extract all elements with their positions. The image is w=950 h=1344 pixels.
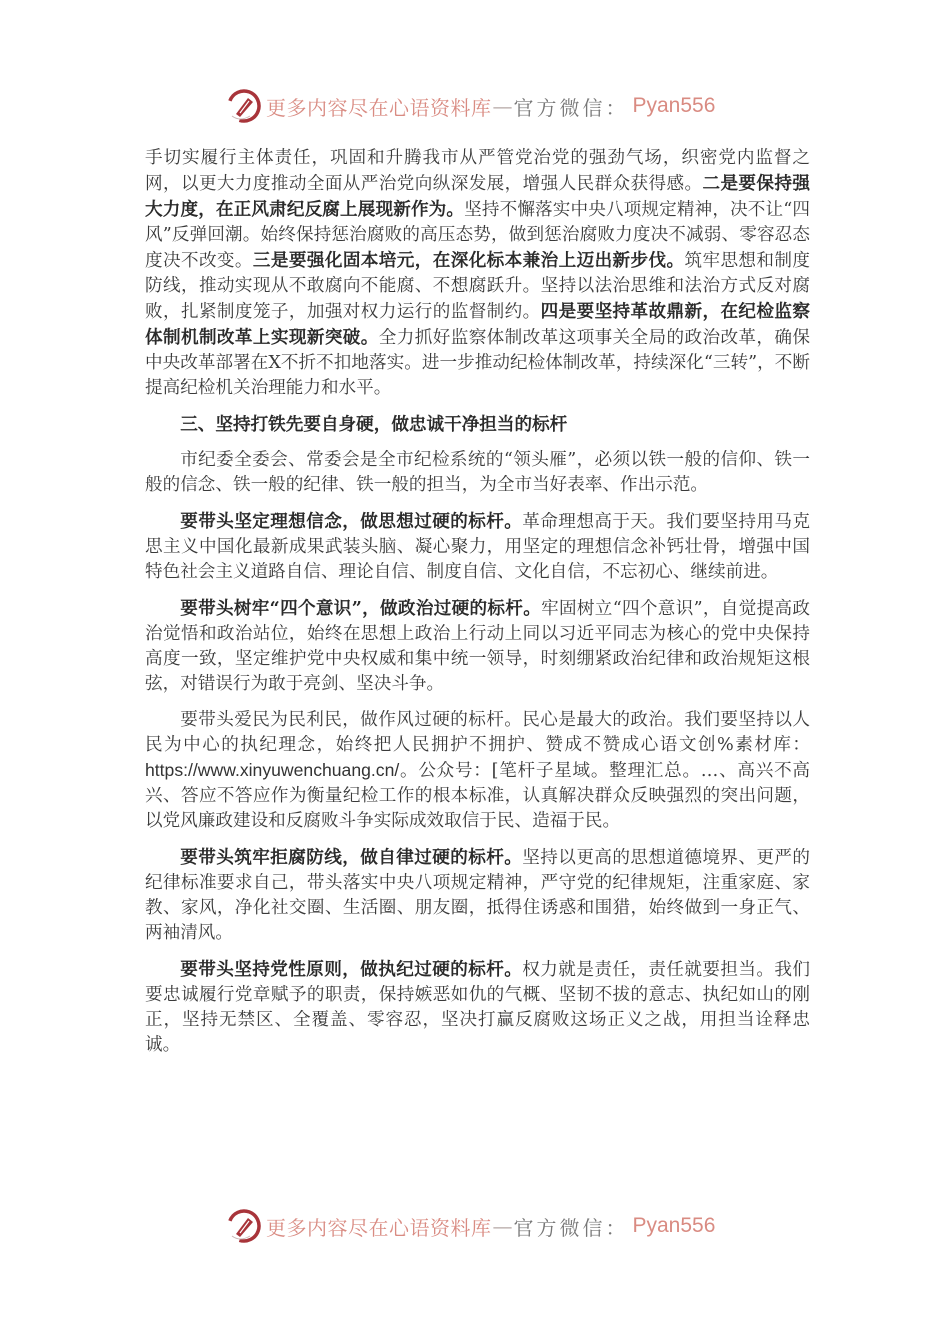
body-text: 筑牢思想和制度防线，推动实现从不敢腐向不能腐、不想腐跃升。坚持以法治思维和法治方式反对腐败，扎紧制度笼子，加强对权力运行的监督制约。 <box>145 251 810 322</box>
header-banner <box>226 86 715 126</box>
paragraph <box>145 845 810 946</box>
body-text: 坚持不懈落实中央八项规定精神，决不让“四风”反弹回潮。始终保持惩治腐败的高压态势，做到惩治腐败力度决不减弱、零容忍态度决不改变。 <box>145 200 810 271</box>
body-text: 全力抓好监察体制改革这项事关全局的政治改革，确保中央改革部署在X不折不扣地落实。进一步推动纪检体制改革，持续深化“三转”，不断提高纪检机关治理能力和水平。 <box>145 328 810 398</box>
bold-lead-text: 三、坚持打铁先要自身硬，做忠诚干净担当的标杆 <box>180 414 568 435</box>
body-text: 牢固树立“四个意识”，自觉提高政治觉悟和政治站位，始终在思想上政治上行动上同以习近平同志为核心的党中央保持高度一致，坚定维护党中央权威和集中统一领导，时刻绷紧政治纪律和政治规矩这根弦，对错误行为敢于亮剑、坚决斗争。 <box>145 599 810 694</box>
paragraph <box>145 509 810 585</box>
bold-lead-text: 四是要坚持革故鼎新，在纪检监察体制机制改革上实现新突破。 <box>145 301 810 348</box>
banner-dash: — <box>492 1214 513 1238</box>
bold-lead-text: 三是要强化固本培元，在深化标本兼治上迈出新步伐。 <box>252 250 685 271</box>
section-heading <box>145 412 810 437</box>
bold-lead-text: 要带头树牢“四个意识”，做政治过硬的标杆。 <box>180 598 542 619</box>
body-text: 手切实履行主体责任，巩固和升腾我市从严管党治党的强劲气场，织密党内监督之网，以更大力度推动全面从严治党向纵深发展，增强人民群众获得感。 <box>145 148 810 194</box>
banner-wechat-id: Pyan556 <box>632 1214 716 1237</box>
bold-lead-text: 要带头筑牢拒腐防线，做自律过硬的标杆。 <box>180 847 523 868</box>
paragraph <box>145 708 810 834</box>
paragraph <box>145 957 810 1058</box>
bold-lead-text: 要带头坚持党性原则，做执纪过硬的标杆。 <box>180 959 523 980</box>
banner-title: 更多内容尽在心语资料库 <box>266 1215 492 1240</box>
body-text: 市纪委全委会、常委会是全市纪检系统的“领头雁”，必须以铁一般的信仰、铁一般的信念、铁一般的纪律、铁一般的担当，为全市当好表率、作出示范。 <box>145 450 810 495</box>
banner-dash: — <box>492 94 513 118</box>
banner-wechat-id: Pyan556 <box>632 94 716 117</box>
banner-wechat-label: 官方微信： <box>513 1215 629 1240</box>
pen-nib-logo-icon <box>226 1208 262 1244</box>
body-text: 。公众号：[笔杆子星域。整理汇总。…、高兴不高兴、答应不答应作为衡量纪检工作的根本标准，认真解决群众反映强烈的突出问题，以党风廉政建设和反腐败斗争实际成效取信于民、造福于民。 <box>145 761 810 831</box>
banner-wechat-label: 官方微信： <box>513 95 629 120</box>
paragraph <box>145 448 810 498</box>
body-text: 革命理想高于天。我们要坚持用马克思主义中国化最新成果武装头脑、凝心聚力，用坚定的理想信念补钙壮骨，增强中国特色社会主义道路自信、理论自信、制度自信、文化自信，不忘初心、继续前进。 <box>145 512 810 582</box>
banner-title: 更多内容尽在心语资料库 <box>266 95 492 120</box>
paragraph <box>145 596 810 697</box>
body-text: 要带头爱民为民利民，做作风过硬的标杆。民心是最大的政治。我们要坚持以人民为中心的执纪理念，始终把人民拥护不拥护、赞成不赞成心语文创%素材库： <box>145 710 810 755</box>
url-text: https://www.xinyuwenchuang.cn/ <box>145 760 400 780</box>
footer-banner <box>226 1206 715 1246</box>
body-text: 坚持以更高的思想道德境界、更严的纪律标准要求自己，带头落实中央八项规定精神，严守党的纪律规矩，注重家庭、家教、家风，净化社交圈、生活圈、朋友圈，抵得住诱惑和围猎，始终做到一身正气、两袖清风。 <box>145 848 810 943</box>
pen-nib-logo-icon <box>226 88 262 124</box>
paragraph <box>145 146 810 401</box>
bold-lead-text: 二是要保持强大力度，在正风肃纪反腐上展现新作为。 <box>145 173 810 220</box>
document-body <box>145 146 810 1069</box>
body-text: 权力就是责任，责任就要担当。我们要忠诚履行党章赋予的职责，保持嫉恶如仇的气概、坚韧不拔的意志、执纪如山的刚正，坚持无禁区、全覆盖、零容忍，坚决打赢反腐败这场正义之战，用担当诠释忠诚。 <box>145 960 810 1055</box>
bold-lead-text: 要带头坚定理想信念，做思想过硬的标杆。 <box>180 511 523 532</box>
